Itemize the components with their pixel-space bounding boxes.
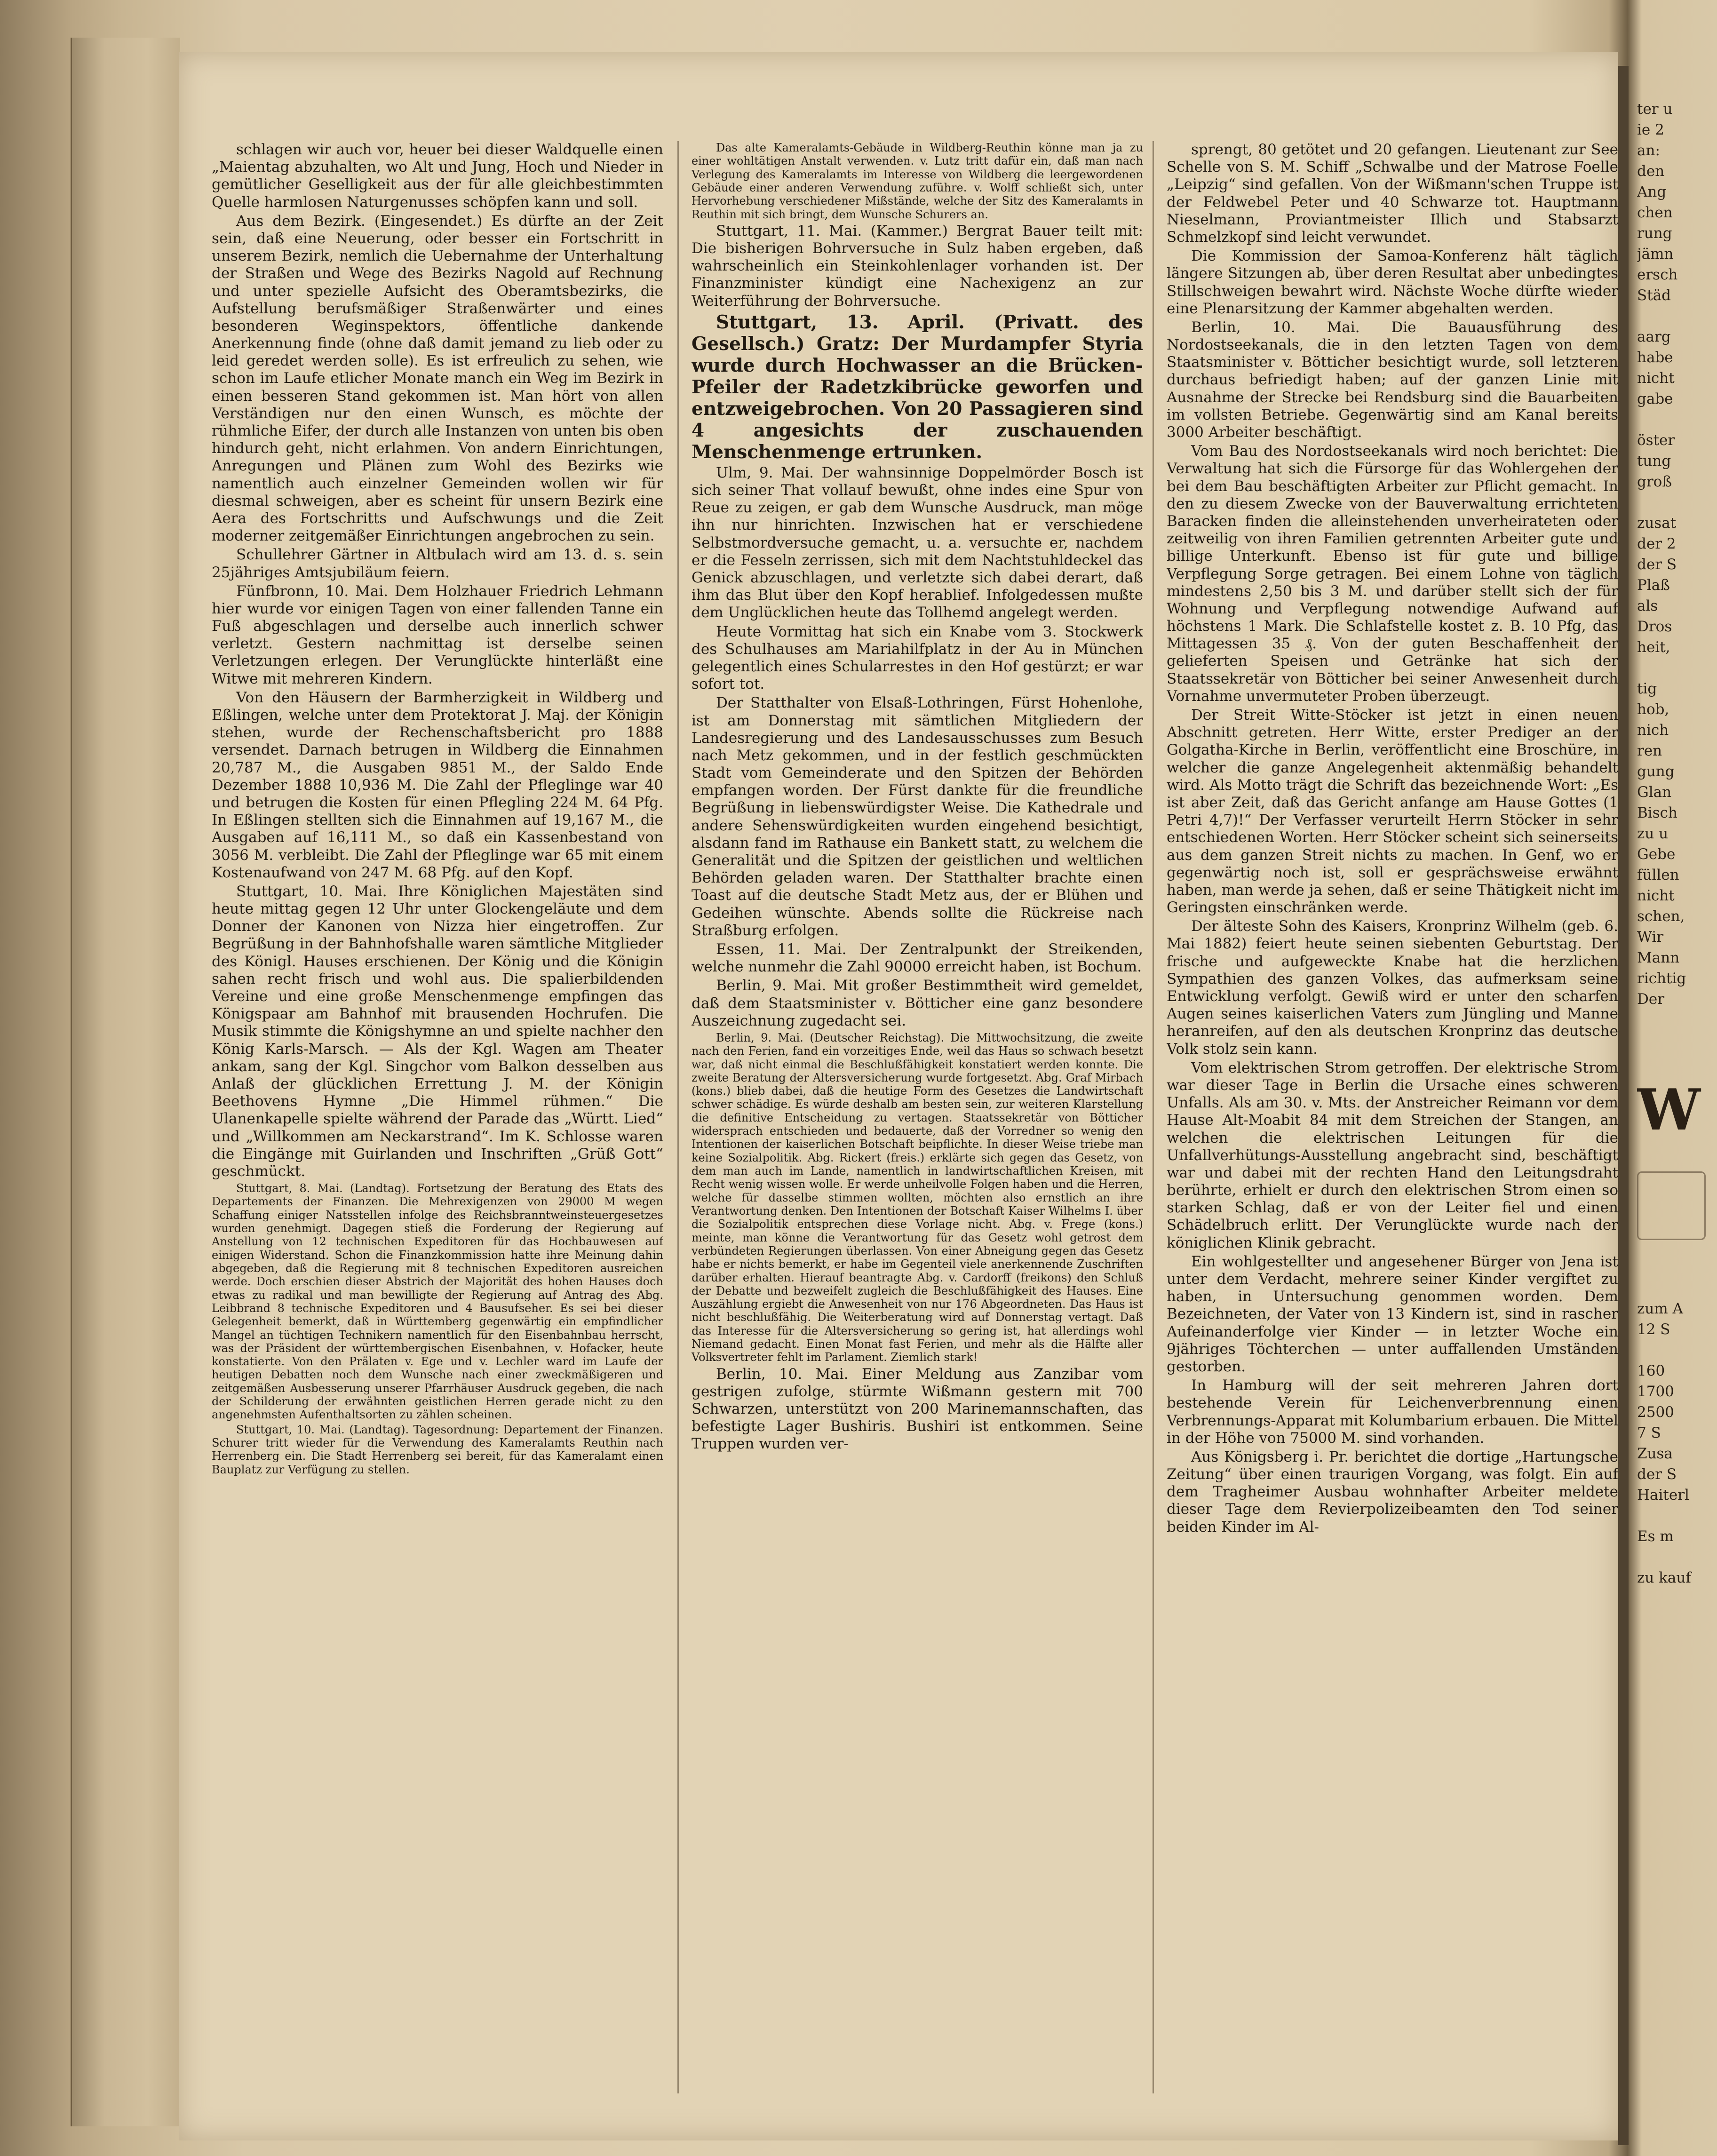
next-page-fragment: heit, — [1637, 639, 1670, 656]
next-page-fragment: richtig — [1637, 970, 1686, 987]
next-page-fragment: gung — [1637, 763, 1675, 780]
article-paragraph: Berlin, 10. Mai. Die Bauausführung des Nordostseekanals, die in den letzten Tagen von dem Staatsminister v. Bötticher besichtigt wurde, soll letzteren durchaus befriedigt haben; auf der ganzen Linie mit Ausnahme der Strecke bei Rendsburg sind die Bauarbeiten im vollsten Betriebe. Gegenwärtig sind am Kanal bereits 3000 Arbeiter beschäftigt. — [1167, 318, 1618, 441]
book-binding-gutter — [71, 38, 180, 2126]
next-page-fragment: Ang — [1637, 183, 1667, 200]
article-paragraph: Aus Königsberg i. Pr. berichtet die dortige „Hartungsche Zeitung“ über einen traurigen Vorgang, was folgt. Ein auf dem Tragheimer Ausbau wohnhafter Arbeiter meldete dieser Tage dem Revierpolizeibeamten den Tod seiner beiden Kinder im Al- — [1167, 1448, 1618, 1535]
article-paragraph: Vom Bau des Nordostseekanals wird noch berichtet: Die Verwaltung hat sich die Fürsorge für das Wohlergehen der bei dem Bau beschäftigten Arbeiter zur Pflicht gemacht. In den zu diesem Zwecke von der Bauverwaltung errichteten Baracken finden die alleinstehenden unverheirateten oder zeitweilig von ihren Familien getrennten Arbeiter gute und billige Unterkunft. Ebenso ist für gute und billige Verpflegung Sorge getragen. Bei einem Lohne von täglich mindestens 2,50 bis 3 M. und darüber stellt sich der für Wohnung und Verpflegung notwendige Aufwand auf höchstens 1 Mark. Die Schlafstelle kostet z. B. 10 Pfg, das Mittagessen 35 ₰. Von der guten Beschaffenheit der gelieferten Speisen und Getränke hat sich der Staatssekretär von Bötticher bei seiner Anwesenheit durch Vornahme unvermuteter Proben überzeugt. — [1167, 443, 1618, 705]
article-paragraph: In Hamburg will der seit mehreren Jahren dort bestehende Verein für Leichenverbrennung einen Verbrennungs-Apparat mit Kolumbarium erbauen. Die Mittel in der Höhe von 75000 M. sind vorhanden. — [1167, 1377, 1618, 1447]
article-paragraph: Von den Häusern der Barmherzigkeit in Wildberg und Eßlingen, welche unter dem Protektorat J. Maj. der Königin stehen, wurde der Rechenschaftsbericht pro 1888 versendet. Darnach betrugen in Wildberg die Einnahmen 20,787 M., die Ausgaben 9851 M., der Saldo Ende Dezember 1888 10,936 M. Die Zahl der Pfleglinge war 40 und betrugen die Kosten für einen Pflegling 224 M. 64 Pfg. In Eßlingen stellten sich die Einnahmen auf 19,167 M., die Ausgaben auf 16,111 M., so daß ein Kassenbestand von 3056 M. verbleibt. Die Zahl der Pfleglinge war 65 mit einem Kostenaufwand von 247 M. 68 Pfg. auf den Kopf. — [212, 689, 663, 881]
next-page-fragment: den — [1637, 163, 1665, 180]
article-paragraph: Stuttgart, 13. April. (Privatt. des Gesellsch.) Gratz: Der Murdampfer Styria wurde durch Hochwasser an die Brücken-Pfeiler der Radetzkibrücke geworfen und entzweigebrochen. Von 20 Passagieren sind 4 angesichts der zuschauenden Menschenmenge ertrunken. — [692, 311, 1143, 463]
next-page-edge — [1637, 99, 1717, 2122]
next-page-fragment: Der — [1637, 991, 1665, 1008]
article-paragraph: Die Kommission der Samoa-Konferenz hält täglich längere Sitzungen ab, über deren Resultat aber unbedingtes Stillschweigen bewahrt wird. Nächste Woche dürfte wieder eine Plenarsitzung der Kammer abgehalten werden. — [1167, 247, 1618, 317]
next-page-fragment: Mann — [1637, 949, 1680, 966]
next-page-fragment — [1637, 1547, 1717, 1567]
next-page-fragment: Wir — [1637, 929, 1664, 946]
next-page-fragment: öster — [1637, 432, 1675, 449]
next-page-fragment: ersch — [1637, 266, 1678, 283]
article-paragraph: Berlin, 9. Mai. Mit großer Bestimmtheit wird gemeldet, daß dem Staatsminister v. Bötticher eine ganz besondere Auszeichnung zugedacht sei. — [692, 977, 1143, 1029]
next-page-fragment — [1637, 306, 1717, 326]
article-paragraph: Stuttgart, 10. Mai. Ihre Königlichen Majestäten sind heute mittag gegen 12 Uhr unter Glockengeläute und dem Donner der Kanonen von Nizza hier eingetroffen. Zur Begrüßung in der Bahnhofshalle waren sämtliche Mitglieder des Königl. Hauses erschienen. Der König und die Königin sahen recht frisch und wohl aus. Die spalierbildenden Vereine und eine große Menschenmenge empfingen das Königspaar am Bahnhof mit brausenden Hochrufen. Die Musik stimmte die Königshymne an und spielte nachher den König Karls-Marsch. — Als der Kgl. Wagen am Theater ankam, sang der Kgl. Singchor vom Balkon desselben aus Anlaß der glücklichen Errettung J. M. der Königin Beethovens Hymne „Die Himmel rühmen.“ Die Ulanenkapelle spielte während der Parade das „Württ. Lied“ und „Willkommen am Neckarstrand“. Im K. Schlosse waren die Eingänge mit Guirlanden und Inschriften „Grüß Gott“ geschmückt. — [212, 883, 663, 1180]
newspaper-page — [179, 52, 1618, 2140]
next-page-fragment: zusat — [1637, 515, 1677, 532]
next-page-fragment: der S — [1637, 556, 1677, 573]
text-column-2 — [692, 141, 1143, 2098]
next-page-fragment: habe — [1637, 349, 1673, 366]
article-paragraph: Heute Vormittag hat sich ein Knabe vom 3. Stockwerk des Schulhauses am Mariahilfplatz in der Au in München gelegentlich eines Schularrestes in den Hof gestürzt; er war sofort tot. — [692, 623, 1143, 693]
next-page-fragment: Bisch — [1637, 804, 1677, 821]
next-page-fragment: schen, — [1637, 908, 1685, 925]
next-page-fragment — [1637, 492, 1717, 513]
column-rule — [677, 141, 679, 2093]
next-page-fragment: der 2 — [1637, 535, 1676, 552]
page-spine-shadow — [1618, 66, 1629, 2145]
next-page-fragment: füllen — [1637, 867, 1679, 883]
next-page-fragment — [1637, 409, 1717, 430]
next-page-fragment: tig — [1637, 680, 1657, 697]
next-page-fragment: 160 — [1637, 1362, 1665, 1379]
next-page-fragment: Gebe — [1637, 846, 1676, 863]
column-rule — [1153, 141, 1154, 2093]
next-page-fragment: groß — [1637, 473, 1672, 490]
text-column-1 — [212, 141, 663, 2098]
ornament-image — [1637, 1171, 1706, 1240]
next-page-fragment: Plaß — [1637, 577, 1670, 594]
next-page-fragment: ter u — [1637, 101, 1673, 118]
article-paragraph: Vom elektrischen Strom getroffen. Der elektrische Strom war dieser Tage in Berlin die Ursache eines schweren Unfalls. Als am 30. v. Mts. der Anstreicher Reimann vor dem Hause Alt-Moabit 84 mit dem Streichen der Stangen, an welchen die elektrischen Leitungen für die Unfallverhütungs-Ausstellung angebracht sind, beschäftigt war und dabei mit der rechten Hand den Leitungsdraht berührte, erhielt er durch den elektrischen Strom einen so starken Schlag, daß er von der Leiter fiel und einen Schädelbruch erlitt. Der Verunglückte wurde nach der königlichen Klinik gebracht. — [1167, 1059, 1618, 1251]
article-paragraph: Ein wohlgestellter und angesehener Bürger von Jena ist unter dem Verdacht, mehrere seiner Kinder vergiftet zu haben, in Untersuchung genommen worden. Dem Bezeichneten, der Vater von 13 Kindern ist, sind in rascher Aufeinanderfolge vier Kinder — in letzter Woche ein 9jähriges Töchterchen — unter auffallenden Umständen gestorben. — [1167, 1253, 1618, 1375]
next-page-fragment: ie 2 — [1637, 121, 1664, 138]
next-page-fragment: 1700 — [1637, 1383, 1674, 1400]
article-paragraph: schlagen wir auch vor, heuer bei dieser Waldquelle einen „Maientag abzuhalten, wo Alt und Jung, Hoch und Nieder in gemütlicher Geselligkeit aus der für alle gleichbestimmten Quelle harmlosen Naturgenusses schöpfen kann und soll. — [212, 141, 663, 211]
article-paragraph: Ulm, 9. Mai. Der wahnsinnige Doppelmörder Bosch ist sich seiner That vollauf bewußt, ohne indes eine Spur von Reue zu zeigen, er gab dem Wunsche Ausdruck, man möge ihn nur hinrichten. Inzwischen hat er verschiedene Selbstmordversuche gemacht, u. a. versuchte er, nachdem er die Fesseln zerrissen, sich mit dem Nachtstuhldeckel das Genick abzuschlagen, und verletzte sich dabei derart, daß ihm das Blut über den Kopf herablief. Infolgedessen mußte dem Unglücklichen heute das Tollhemd angelegt werden. — [692, 464, 1143, 621]
article-paragraph: Stuttgart, 8. Mai. (Landtag). Fortsetzung der Beratung des Etats des Departements der Finanzen. Die Mehrexigenzen von 29000 M wegen Schaffung einiger Natsstellen infolge des Reichsbranntweinsteuergesetzes wurden genehmigt. Dagegen stieß die Forderung der Regierung auf Anstellung von 12 technischen Expeditoren für das Hochbauwesen auf einigen Widerstand. Schon die Finanzkommission hatte ihre Meinung dahin abgegeben, daß die Regierung mit 8 technischen Expeditoren ausreichen werde. Doch erschien dieser Abstrich der Majorität des hohen Hauses doch etwas zu radikal und man bewilligte der Regierung auf Antrag des Abg. Leibbrand 8 technische Expeditoren und 4 Bausufseher. Es sei bei dieser Gelegenheit bemerkt, daß in Württemberg gegenwärtig ein empfindlicher Mangel an tüchtigen Technikern namentlich für den Eisenbahnbau herrscht, was der Präsident der württembergischen Eisenbahnen, v. Hofacker, heute konstatierte. Von den Prälaten v. Ege und v. Lechler ward im Laufe der heutigen Debatten noch dem Wunsche nach einer zweckmäßigeren und zeitgemäßen Ausbesserung unserer Pfarrhäuser Ausdruck gegeben, die nach der Schilderung der erwähnten geistlichen Herren gerade nicht zu den angenehmsten Aufenthaltsorten zu zählen scheinen. — [212, 1182, 663, 1422]
article-paragraph: Der älteste Sohn des Kaisers, Kronprinz Wilhelm (geb. 6. Mai 1882) feiert heute seinen siebenten Geburtstag. Der frische und aufgeweckte Knabe hat die herzlichen Sympathien des ganzen Volkes, das aufmerksam seine Entwicklung verfolgt. Gewiß wird er unter den scharfen Augen seines kaiserlichen Vaters zum Jüngling und Manne heranreifen, auf den als deutschen Kronprinz das deutsche Volk stolz sein kann. — [1167, 918, 1618, 1058]
next-page-fragment: Zusa — [1637, 1445, 1673, 1462]
next-page-fragment: Städ — [1637, 287, 1671, 304]
next-page-fragment: Es m — [1637, 1528, 1674, 1545]
article-paragraph: Aus dem Bezirk. (Eingesendet.) Es dürfte an der Zeit sein, daß eine Neuerung, oder besser ein Fortschritt in unserem Bezirk, nemlich die Uebernahme der Unterhaltung der Straßen und Wege des Bezirks Nagold auf Rechnung und unter spezielle Aufsicht des Oberamtsbezirks, die Aufstellung berufsmäßiger Straßenwärter und eines besonderen Weginspektors, öffentliche dankende Anerkennung finde (ohne daß damit jemand zu lieb oder zu leid geredet werden solle). Es ist erfreulich zu sehen, wie schon im Laufe etlicher Monate manch ein Weg im Bezirk in einen besseren Stand gekommen ist. Man hört von allen Verständigen nur den einen Wunsch, es möchte der rühmliche Eifer, der durch alle Instanzen von unten bis oben hindurch geht, nicht erlahmen. Von andern Einrichtungen, Anregungen und Plänen zum Wohl des Bezirks wie namentlich auch einzelner Gemeinden wollen wir für diesmal schweigen, aber es scheint für unsern Bezirk eine Aera des Fortschritts und Aufschwungs und die Zeit moderner zeitgemäßer Einrichtungen angebrochen zu sein. — [212, 212, 663, 545]
article-paragraph: Schullehrer Gärtner in Altbulach wird am 13. d. s. sein 25jähriges Amtsjubiläum feiern. — [212, 546, 663, 581]
text-column-3 — [1167, 141, 1618, 2098]
next-page-fragment: Dros — [1637, 618, 1672, 635]
next-page-fragment: rung — [1637, 225, 1672, 242]
article-paragraph: sprengt, 80 getötet und 20 gefangen. Lieutenant zur See Schelle von S. M. Schiff „Schwalbe und der Matrose Foelle „Leipzig“ sind gefallen. Von der Wißmann'schen Truppe ist der Feldwebel Peter und 40 Schwarze tot. Hauptmann Nieselmann, Proviantmeister Illich und Stabsarzt Schmelzkopf sind leicht verwundet. — [1167, 141, 1618, 246]
article-paragraph: Stuttgart, 10. Mai. (Landtag). Tagesordnung: Departement der Finanzen. Schurer tritt wieder für die Verwendung des Kameralamts Reuthin nach Herrenberg ein. Die Stadt Herrenberg sei bereit, für das Kameralamt einen Bauplatz zur Verfügung zu stellen. — [212, 1423, 663, 1476]
next-page-fragment: Haiterl — [1637, 1487, 1689, 1504]
next-page-fragment — [1637, 1278, 1717, 1298]
next-page-fragment: nich — [1637, 722, 1669, 739]
next-page-fragment: jämn — [1637, 246, 1674, 263]
article-paragraph: Essen, 11. Mai. Der Zentralpunkt der Streikenden, welche nunmehr die Zahl 90000 erreicht haben, ist Bochum. — [692, 940, 1143, 976]
next-page-fragment — [1637, 1505, 1717, 1526]
article-paragraph: Der Streit Witte-Stöcker ist jetzt in einen neuen Abschnitt getreten. Herr Witte, erster Prediger an der Golgatha-Kirche in Berlin, veröffentlicht eine Broschüre, in welcher die ganze Angelegenheit aktenmäßig behandelt wird. Als Motto trägt die Schrift das bezeichnende Wort: „Es ist aber Zeit, daß das Gericht anfange am Hause Gottes (1 Petri 4,7)!“ Der Verfasser verurteilt Herrn Stöcker in sehr entschiedenen Worten. Herr Stöcker scheint sich seinerseits aus dem ganzen Streit nichts zu machen. In Genf, wo er gegenwärtig noch ist, soll er gesprächsweise erwähnt haben, man werde ja sehen, daß er seine Thätigkeit nicht im Geringsten einschränken werde. — [1167, 707, 1618, 916]
next-page-fragment: 12 S — [1637, 1321, 1670, 1338]
article-paragraph: Stuttgart, 11. Mai. (Kammer.) Bergrat Bauer teilt mit: Die bisherigen Bohrversuche in Sulz haben ergeben, daß wahrscheinlich ein Steinkohlenlager vorhanden ist. Der Finanzminister kündigt eine Nachexigenz an zur Weiterführung der Bohrversuche. — [692, 222, 1143, 310]
next-page-fragment: der S — [1637, 1466, 1677, 1483]
article-paragraph: Berlin, 10. Mai. Einer Meldung aus Zanzibar vom gestrigen zufolge, stürmte Wißmann gestern mit 700 Schwarzen, unterstützt von 200 Marinemannschaften, das befestigte Lager Bushiris. Bushiri ist entkommen. Seine Truppen wurden ver- — [692, 1365, 1143, 1453]
next-page-fragment: W — [1637, 1077, 1701, 1143]
next-page-fragment: an: — [1637, 142, 1660, 159]
next-page-fragment: zu kauf — [1637, 1569, 1691, 1586]
next-page-fragment — [1637, 658, 1717, 678]
article-paragraph: Der Statthalter von Elsaß-Lothringen, Fürst Hohenlohe, ist am Donnerstag mit sämtlichen Mitgliedern der Landesregierung und des Landesausschusses zum Besuch nach Metz gekommen, und in der festlich geschmückten Stadt vom Gemeinderate und den Spitzen der Behörden empfangen worden. Der Fürst dankte für die freundliche Begrüßung in liebenswürdigster Weise. Die Kathedrale und andere Sehenswürdigkeiten wurden eingehend besichtigt, alsdann fand im Rathause ein Bankett statt, zu welchem die Generalität und die Spitzen der geistlichen und weltlichen Behörden geladen waren. Der Statthalter brachte einen Toast auf die deutsche Stadt Metz aus, der er Blühen und Gedeihen wünschte. Abends sollte die Rückreise nach Straßburg erfolgen. — [692, 694, 1143, 939]
next-page-fragment — [1637, 1340, 1717, 1360]
next-page-fragment: Glan — [1637, 784, 1672, 801]
next-page-fragment: chen — [1637, 204, 1673, 221]
next-page-fragment: aarg — [1637, 328, 1671, 345]
next-page-fragment: hob, — [1637, 701, 1669, 718]
next-page-fragment: 7 S — [1637, 1424, 1661, 1441]
next-page-fragment: nicht — [1637, 370, 1675, 387]
next-page-fragment: gabe — [1637, 390, 1673, 407]
next-page-fragment: zu u — [1637, 825, 1669, 842]
next-page-fragment: 2500 — [1637, 1404, 1674, 1421]
next-page-fragment: nicht — [1637, 887, 1675, 904]
next-page-fragment: tung — [1637, 453, 1671, 469]
article-paragraph: Das alte Kameralamts-Gebäude in Wildberg-Reuthin könne man ja zu einer wohltätigen Anstalt verwenden. v. Lutz tritt dafür ein, daß man nach Verlegung des Kameralamts im Interesse von Wildberg die leergewordenen Gebäude einer anderen Verwendung zuführe. v. Wolff schließt sich, unter Hervorhebung verschiedener Mißstände, welche der Sitz des Kameralamts in Reuthin mit sich bringt, dem Wunsche Schurers an. — [692, 141, 1143, 221]
next-page-fragment: als — [1637, 597, 1658, 614]
article-paragraph: Berlin, 9. Mai. (Deutscher Reichstag). Die Mittwochsitzung, die zweite nach den Ferien, fand ein vorzeitiges Ende, weil das Haus so schwach besetzt war, daß nicht einmal die Beschlußfähigkeit konstatiert werden konnte. Die zweite Beratung der Altersversicherung wurde fortgesetzt. Abg. Graf Mirbach (kons.) blieb dabei, daß die heutige Form des Gesetzes die Landwirtschaft schwer schädige. Es würde deshalb am besten sein, zur weiteren Klarstellung die definitive Entscheidung zu vertagen. Staatssekretär von Bötticher widersprach entschieden und bedauerte, daß der Vorredner so wenig den Intentionen der kaiserlichen Botschaft beipflichte. In dieser Weise triebe man keine Sozialpolitik. Abg. Rickert (freis.) erklärte sich gegen das Gesetz, von dem man auch im Lande, namentlich in landwirtschaftlichen Kreisen, mit Recht wenig wissen wolle. Er werde unheilvolle Folgen haben und die Herren, welche für dasselbe stimmen wollten, möchten also ernstlich an ihre Verantwortung denken. Den Intentionen der Botschaft Kaiser Wilhelms I. über die Sozialpolitik entsprechen diese Vorlage nicht. Abg. v. Frege (kons.) meinte, man könne die Verantwortung für das Gesetz wohl getrost dem verbündeten Regierungen überlassen. Von einer Abneigung gegen das Gesetz habe er nichts bemerkt, er habe im Gegenteil viele anerkennende Zuschriften darüber erhalten. Hierauf beantragte Abg. v. Cardorff (freikons) den Schluß der Debatte und bezweifelt zugleich die Beschlußfähigkeit des Hauses. Eine Auszählung ergiebt die Anwesenheit von nur 176 Abgeordneten. Das Haus ist nicht beschlußfähig. Die Weiterberatung wird auf Donnerstag vertagt. Daß das Interesse für die Altersversicherung so gering ist, hat allerdings wohl Niemand gedacht. Einen Monat fast Ferien, und mehr als die Hälfte aller Volksvertreter fehlt im Parlament. Ziemlich stark! — [692, 1031, 1143, 1364]
next-page-fragment: ren — [1637, 742, 1662, 759]
next-page-fragment — [1637, 1010, 1717, 1030]
next-page-fragment: zum A — [1637, 1300, 1683, 1317]
article-paragraph: Fünfbronn, 10. Mai. Dem Holzhauer Friedrich Lehmann hier wurde vor einigen Tagen von einer fallenden Tanne ein Fuß abgeschlagen und derselbe auch innerlich schwer verletzt. Gestern nachmittag ist derselbe seinen Verletzungen erlegen. Der Verunglückte hinterläßt eine Witwe mit mehreren Kindern. — [212, 582, 663, 687]
